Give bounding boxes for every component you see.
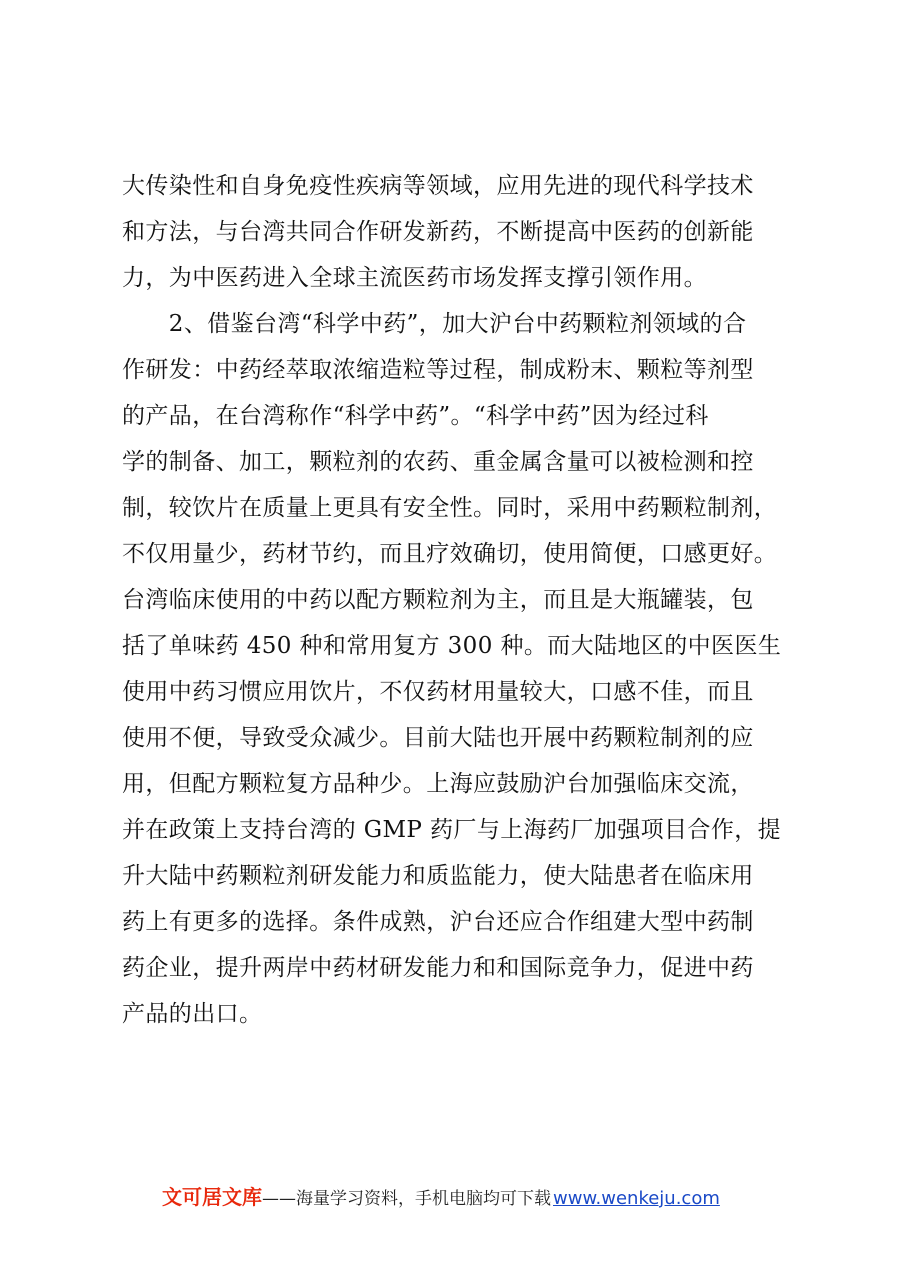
text-line: 学的制备、加工，颗粒剂的农药、重金属含量可以被检测和控 <box>122 449 754 475</box>
text-line: 升大陆中药颗粒剂研发能力和质监能力，使大陆患者在临床用 <box>122 863 754 889</box>
text-line: 大传染性和自身免疫性疾病等领域，应用先进的现代科学技术 <box>122 173 754 199</box>
text-line: 作研发：中药经萃取浓缩造粒等过程，制成粉末、颗粒等剂型 <box>122 357 754 383</box>
text-line: 台湾临床使用的中药以配方颗粒剂为主，而且是大瓶罐装，包 <box>122 587 754 613</box>
text-line: 使用中药习惯应用饮片，不仅药材用量较大，口感不佳，而且 <box>122 679 754 705</box>
text-line: 力，为中医药进入全球主流医药市场发挥支撑引领作用。 <box>122 265 707 291</box>
text-line: 使用不便，导致受众减少。目前大陆也开展中药颗粒制剂的应 <box>122 725 754 751</box>
text-line: 用，但配方颗粒复方品种少。上海应鼓励沪台加强临床交流， <box>122 771 754 797</box>
text-line: 的产品，在台湾称作“科学中药”。“科学中药”因为经过科 <box>122 403 709 429</box>
body-text <box>122 163 782 1037</box>
footer-dash: —— <box>262 1189 296 1209</box>
text-line: 并在政策上支持台湾的 GMP 药厂与上海药厂加强项目合作，提 <box>122 817 782 843</box>
footer-brand: 文可居文库 <box>162 1185 262 1209</box>
text-line: 括了单味药 450 种和常用复方 300 种。而大陆地区的中医医生 <box>122 633 782 659</box>
text-line: 药企业，提升两岸中药材研发能力和和国际竞争力，促进中药 <box>122 955 754 981</box>
text-line: 2、借鉴台湾“科学中药”，加大沪台中药颗粒剂领域的合 <box>122 311 747 337</box>
footer-banner <box>162 1180 802 1214</box>
footer-url-link[interactable]: www.wenkeju.com <box>553 1188 720 1209</box>
text-line: 产品的出口。 <box>122 1001 263 1027</box>
text-line: 药上有更多的选择。条件成熟，沪台还应合作组建大型中药制 <box>122 909 754 935</box>
text-line: 制，较饮片在质量上更具有安全性。同时，采用中药颗粒制剂， <box>122 495 778 521</box>
footer-slogan: 海量学习资料，手机电脑均可下载 <box>296 1189 551 1209</box>
text-line: 和方法，与台湾共同合作研发新药，不断提高中医药的创新能 <box>122 219 754 245</box>
text-line: 不仅用量少，药材节约，而且疗效确切，使用简便，口感更好。 <box>122 541 778 567</box>
